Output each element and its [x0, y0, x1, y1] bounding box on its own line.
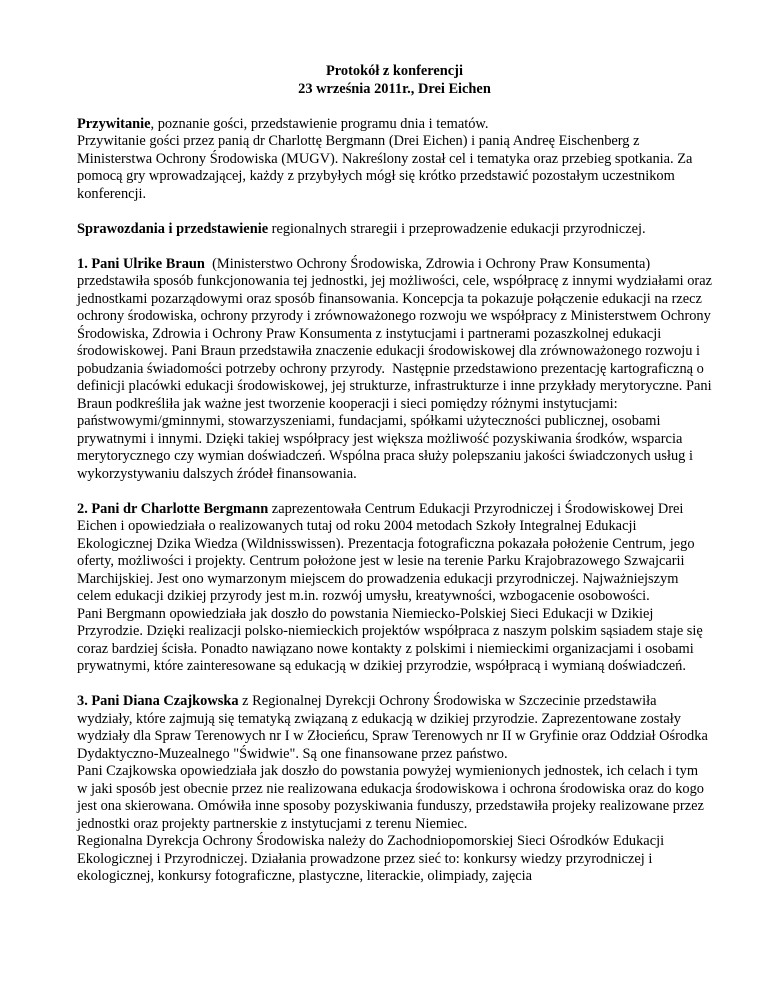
section1-paragraph: [77, 255, 716, 484]
reports-lead: Sprawozdania i przedstawienie: [77, 220, 269, 237]
section2-body2: Pani Bergmann opowiedziała jak doszło do powstania Niemiecko-Polskiej Sieci Edukacji w Dzikiej Przyrodzie. Dzięki realizacji polsko-niemieckich projektów współpraca z naszym polskim sąsiadem staje się coraz bardziej ścisła. Ponadto nawiązano nowe kontakty z polskimi i niemieckimi organizacjami i osobami prywatnymi, które zainteresowane są edukacją w dzikiej przyrodzie, współpracą i wymianą doświadczeń.: [77, 605, 703, 674]
reports-lead-rest: regionalnych straregii i przeprowadzenie edukacji przyrodniczej.: [268, 220, 646, 237]
welcome-body: Przywitanie gości przez panią dr Charlottę Bergmann (Drei Eichen) i panią Andreę Eischenberg z Ministerstwa Ochrony Środowiska (MUGV). Nakreślony został cel i tematyka oraz przebieg spotkania. Za pomocą gry wprowadzającej, każdy z przybyłych mógł się krótko przedstawić pozostałym uczestnikom konferencji.: [77, 133, 693, 202]
section1-lead: 1. Pani Ulrike Braun: [77, 255, 205, 272]
section2-paragraph: [77, 501, 712, 606]
welcome-lead: Przywitanie: [77, 115, 151, 132]
document-title-line2: 23 września 2011r., Drei Eichen: [298, 80, 491, 97]
spacer: [77, 483, 712, 501]
spacer: [77, 676, 712, 694]
section2-lead: 2. Pani dr Charlotte Bergmann: [77, 500, 269, 517]
section2-body: zaprezentowała Centrum Edukacji Przyrodniczej i Środowiskowej Drei Eichen i opowiedziała o realizowanych tutaj od roku 2004 metodach Szkoły Integralnej Edukacji Ekologicznej Dzika Wiedza (Wildnisswissen). Prezentacja fotograficzna pokazała położenie Centrum, jego oferty, możliwości i projekty. Centrum położone jest w lesie na terenie Parku Krajobrazowego Szwajcarii Marchijskiej. Jest ono wymarzonym miejscem do prowadzenia edukacji przyrodniczej. Najważniejszym celem edukacji dzikiej przyrody jest m.in. rozwój umysłu, kreatywności, wzbogacenie osobowości.: [77, 500, 695, 604]
document-title-line1: Protokół z konferencji: [326, 63, 463, 79]
welcome-paragraph: [77, 116, 712, 134]
section3-paragraph: [77, 693, 712, 763]
spacer: [77, 98, 712, 116]
section3-body3: Regionalna Dyrekcja Ochrony Środowiska należy do Zachodniopomorskiej Sieci Ośrodków Edukacji Ekologicznej i Przyrodniczej. Działania prowadzone przez sieć to: konkursy wiedzy przyrodniczej i ekologicznej, konkursy fotograficzne, plastyczne, literackie, olimpiady, zajęcia: [77, 833, 665, 884]
document-page: [77, 63, 716, 886]
reports-paragraph: [77, 221, 712, 239]
section3-body2: Pani Czajkowska opowiedziała jak doszło do powstania powyżej wymienionych jednostek, ich celach i tym w jaki sposób jest obecnie przez nie realizowana edukacja środowiskowa i ochrona środowiska oraz do kogo jest ona skierowana. Omówiła inne sposoby pozyskiwania funduszy, przedstawiła projeky realizowane przez jednostki oraz projekty partnerskie z instytucjami z terenu Niemiec.: [77, 763, 704, 832]
spacer: [77, 238, 712, 256]
section3-body: z Regionalnej Dyrekcji Ochrony Środowiska w Szczecinie przedstawiła wydziały, które zajmują się tematyką związaną z edukacją w dzikiej przyrodzie. Zaprezentowane zostały wydziały dla Spraw Terenowych nr I w Złocieńcu, Spraw Terenowych nr II w Gryfinie oraz Oddział Ośrodka Dydaktyczno-Muzealnego "Świdwie". Są one finansowane przez państwo.: [77, 693, 708, 762]
spacer: [77, 203, 712, 221]
section3-lead: 3. Pani Diana Czajkowska: [77, 693, 239, 709]
section1-body: (Ministerstwo Ochrony Środowiska, Zdrowia i Ochrony Praw Konsumenta) przedstawiła sposób funkcjonowania tej jednostki, jej możliwości, cele, współpracę z innymi wydziałami oraz jednostkami pozarządowymi oraz sposób finansowania. Koncepcja ta pokazuje połączenie edukacji na rzecz ochrony środowiska, ochrony przyrody i zrównoważonego rozwoju we współpracy z Ministerstwem Ochrony Środowiska, Zdrowia i Ochrony Praw Konsumenta z instytucjami i partnerami pozaszkolnej edukacji środowiskowej. Pani Braun przedstawiła znaczenie edukacji środowiskowej dla zrównoważonego rozwoju i pobudzania świadomości potrzeby ochrony przyrody. Następnie przedstawiono prezentację kartograficzną o definicji placówki edukacji środowiskowej, jej strukturze, infrastrukturze i inne przykłady merytoryczne. Pani Braun podkreśliła jak ważne jest tworzenie kooperacji i sieci pomiędzy różnymi instytucjami: państwowymi/gminnymi, stowarzyszeniami, fundacjami, spółkami użyteczności publicznej, osobami prywatnymi i innymi. Dzięki takiej współpracy jest większa możliwość pozyskiwania środków, wsparcia merytorycznego czy wymian doświadczeń. Wspólna praca służy polepszaniu jakości świadczonych usług i wykorzystywaniu dalszych źródeł finansowania.: [77, 255, 716, 482]
welcome-lead-rest: , poznanie gości, przedstawienie programu dnia i tematów.: [150, 115, 489, 132]
